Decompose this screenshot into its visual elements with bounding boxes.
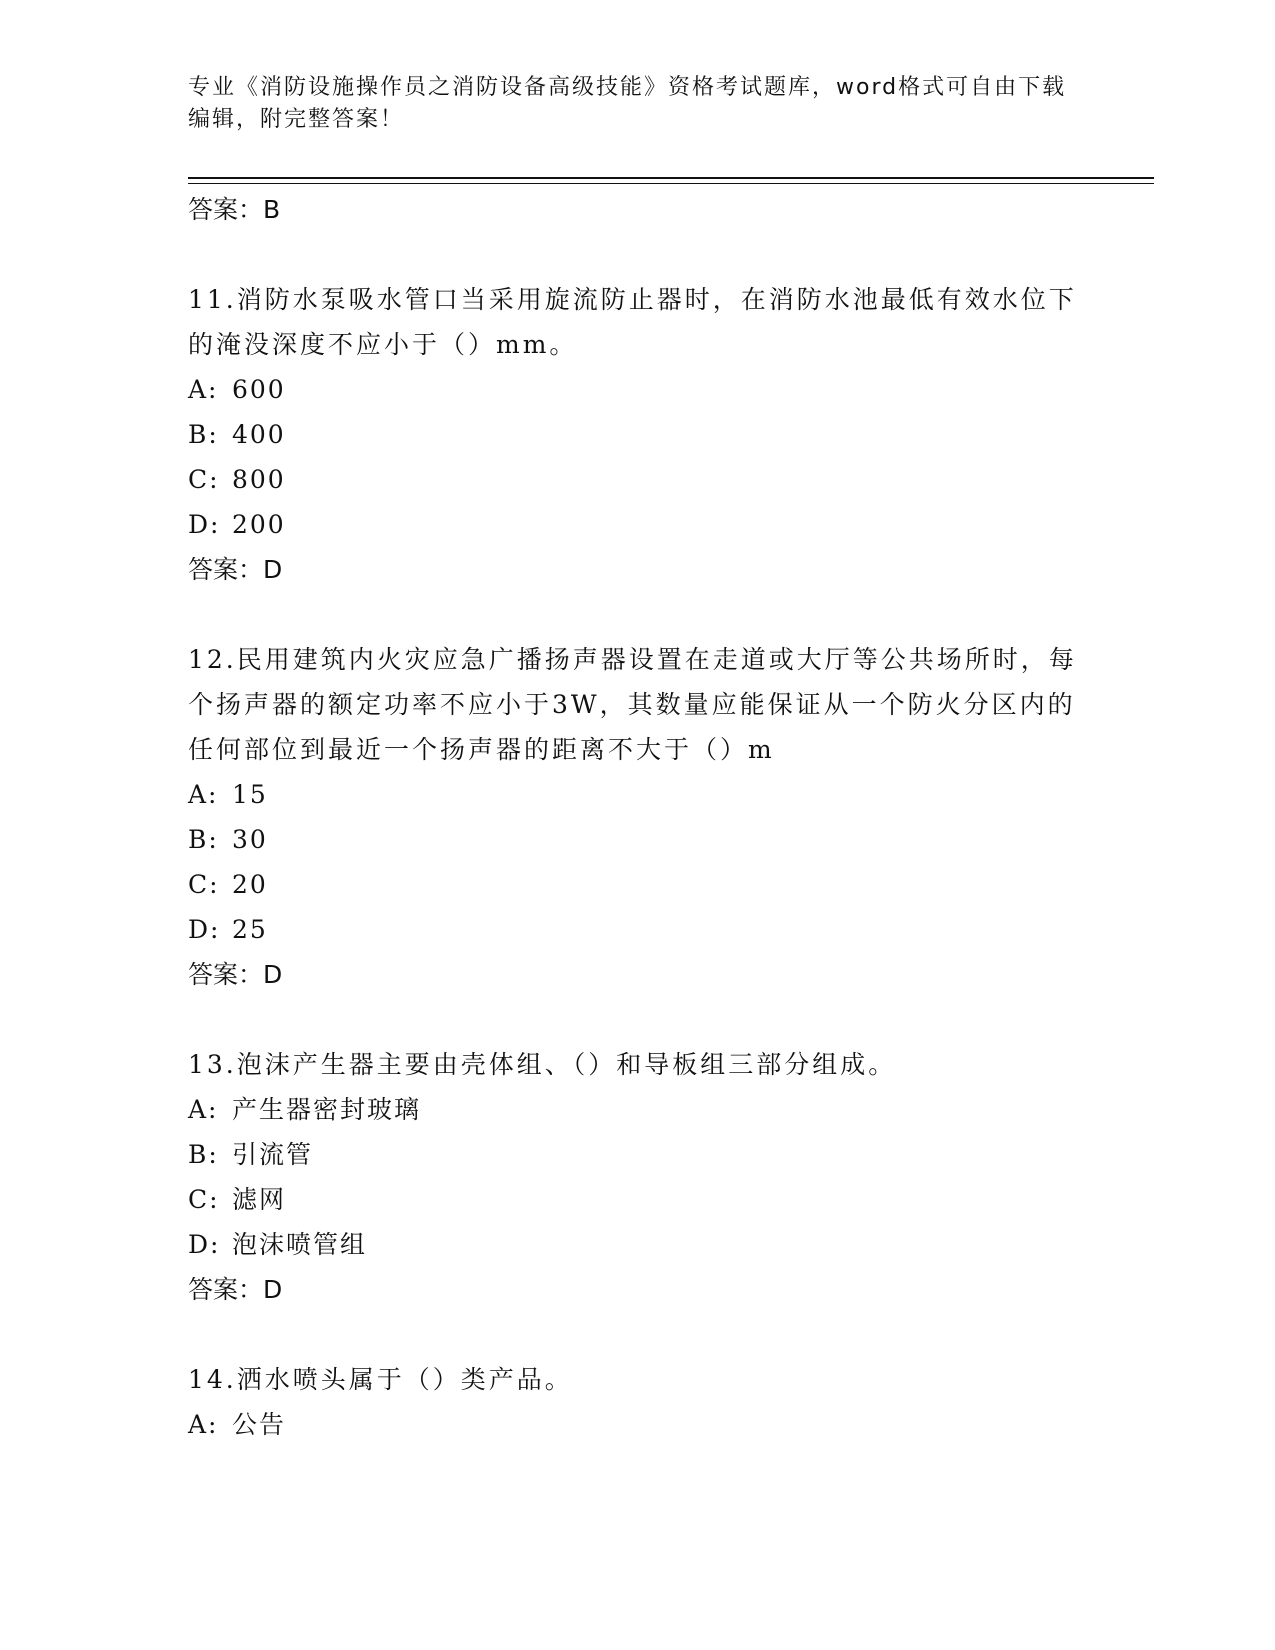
spacer bbox=[188, 233, 1088, 277]
option-c bbox=[188, 862, 1088, 907]
answer-line: 答案：B bbox=[188, 195, 281, 224]
option-letter: B: bbox=[188, 1140, 219, 1169]
option-letter: C: bbox=[188, 1185, 220, 1214]
option-text: 30 bbox=[232, 825, 268, 854]
option-letter: B: bbox=[188, 825, 219, 854]
option-text: 滤网 bbox=[232, 1185, 287, 1214]
option-c bbox=[188, 457, 1088, 502]
spacer bbox=[188, 1313, 1088, 1357]
spacer bbox=[188, 593, 1088, 637]
option-b bbox=[188, 817, 1088, 862]
option-letter: D: bbox=[188, 510, 221, 539]
option-a bbox=[188, 1087, 1088, 1132]
question-text: 12.民用建筑内火灾应急广播扬声器设置在走道或大厅等公共场所时，每个扬声器的额定功率不应小于3W，其数量应能保证从一个防火分区内的任何部位到最近一个扬声器的距离不大于（）m bbox=[188, 645, 1077, 764]
option-text: 公告 bbox=[232, 1410, 287, 1439]
spacer bbox=[188, 998, 1088, 1042]
answer-line: 答案：D bbox=[188, 960, 283, 989]
option-b bbox=[188, 412, 1088, 457]
option-text: 泡沫喷管组 bbox=[232, 1230, 368, 1259]
option-a bbox=[188, 772, 1088, 817]
question-text: 13.泡沫产生器主要由壳体组、（）和导板组三部分组成。 bbox=[188, 1050, 897, 1079]
option-text: 引流管 bbox=[232, 1140, 314, 1169]
header-divider-thin bbox=[188, 183, 1154, 184]
document-header: 专业《消防设施操作员之消防设备高级技能》资格考试题库，word格式可自由下载编辑，附完整答案！ bbox=[188, 75, 1067, 132]
option-letter: D: bbox=[188, 1230, 221, 1259]
option-text: 200 bbox=[232, 510, 286, 539]
option-text: 产生器密封玻璃 bbox=[232, 1095, 422, 1124]
question-list bbox=[188, 187, 1088, 1447]
option-a bbox=[188, 367, 1088, 412]
option-b bbox=[188, 1132, 1088, 1177]
answer-line: 答案：D bbox=[188, 555, 283, 584]
option-letter: A: bbox=[188, 1095, 219, 1124]
header-divider-thick bbox=[188, 177, 1154, 179]
option-d bbox=[188, 1222, 1088, 1267]
option-text: 25 bbox=[232, 915, 268, 944]
option-a bbox=[188, 1402, 1088, 1447]
option-text: 600 bbox=[232, 375, 286, 404]
option-letter: A: bbox=[188, 375, 219, 404]
option-letter: C: bbox=[188, 465, 220, 494]
option-c bbox=[188, 1177, 1088, 1222]
question-text: 14.洒水喷头属于（）类产品。 bbox=[188, 1365, 573, 1394]
option-text: 15 bbox=[232, 780, 268, 809]
answer-line: 答案：D bbox=[188, 1275, 283, 1304]
option-letter: D: bbox=[188, 915, 221, 944]
option-letter: B: bbox=[188, 420, 219, 449]
option-letter: C: bbox=[188, 870, 220, 899]
option-text: 400 bbox=[232, 420, 286, 449]
option-d bbox=[188, 907, 1088, 952]
option-d bbox=[188, 502, 1088, 547]
option-letter: A: bbox=[188, 780, 219, 809]
option-letter: A: bbox=[188, 1410, 219, 1439]
option-text: 800 bbox=[232, 465, 286, 494]
option-text: 20 bbox=[232, 870, 268, 899]
question-text: 11.消防水泵吸水管口当采用旋流防止器时，在消防水池最低有效水位下的淹没深度不应小于（）mm。 bbox=[188, 285, 1077, 359]
